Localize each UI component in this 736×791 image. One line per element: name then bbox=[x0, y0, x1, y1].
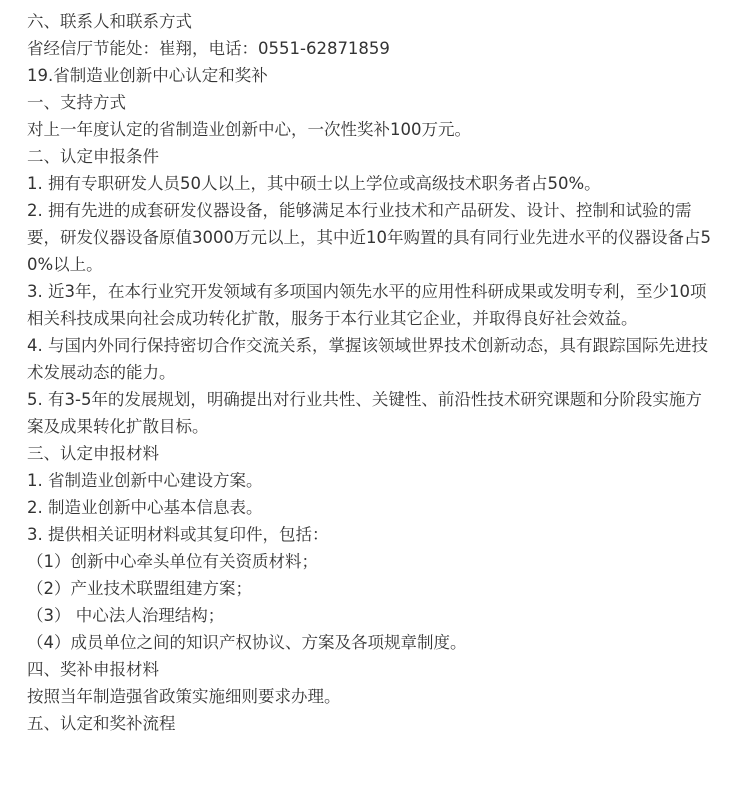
document-body bbox=[27, 8, 717, 737]
support-paragraph: 对上一年度认定的省制造业创新中心，一次性奖补100万元。 bbox=[27, 120, 471, 139]
section-heading-conditions: 二、认定申报条件 bbox=[27, 147, 159, 166]
contact-info-line: 省经信厅节能处：崔翔，电话：0551-62871859 bbox=[27, 39, 390, 58]
condition-item-4: 4. 与国内外同行保持密切合作交流关系，掌握该领域世界技术创新动态，具有跟踪国际先进技术发展动态的能力。 bbox=[27, 336, 708, 382]
material-subitem-4: （4）成员单位之间的知识产权协议、方案及各项规章制度。 bbox=[27, 633, 467, 652]
condition-item-2: 2. 拥有先进的成套研发仪器设备，能够满足本行业技术和产品研发、设计、控制和试验的需要，研发仪器设备原值3000万元以上，其中近10年购置的具有同行业先进水平的仪器设备占50%以上。 bbox=[27, 201, 711, 274]
section-heading-process: 五、认定和奖补流程 bbox=[27, 714, 176, 733]
condition-item-5: 5. 有3-5年的发展规划，明确提出对行业共性、关键性、前沿性技术研究课题和分阶段实施方案及成果转化扩散目标。 bbox=[27, 390, 702, 436]
section-heading-contact: 六、联系人和联系方式 bbox=[27, 12, 192, 31]
material-item-3: 3. 提供相关证明材料或其复印件，包括： bbox=[27, 525, 329, 544]
material-item-1: 1. 省制造业创新中心建设方案。 bbox=[27, 471, 263, 490]
material-subitem-2: （2）产业技术联盟组建方案； bbox=[27, 579, 252, 598]
section-heading-support: 一、支持方式 bbox=[27, 93, 126, 112]
section-heading-materials: 三、认定申报材料 bbox=[27, 444, 159, 463]
award-materials-paragraph: 按照当年制造强省政策实施细则要求办理。 bbox=[27, 687, 341, 706]
section-heading-award-materials: 四、奖补申报材料 bbox=[27, 660, 159, 679]
condition-item-3: 3. 近3年，在本行业究开发领域有多项国内领先水平的应用性科研成果或发明专利，至少10项相关科技成果向社会成功转化扩散，服务于本行业其它企业，并取得良好社会效益。 bbox=[27, 282, 707, 328]
condition-item-1: 1. 拥有专职研发人员50人以上，其中硕士以上学位或高级技术职务者占50%。 bbox=[27, 174, 601, 193]
material-subitem-3: （3） 中心法人治理结构； bbox=[27, 606, 225, 625]
material-item-2: 2. 制造业创新中心基本信息表。 bbox=[27, 498, 263, 517]
material-subitem-1: （1）创新中心牵头单位有关资质材料； bbox=[27, 552, 318, 571]
item-title: 19.省制造业创新中心认定和奖补 bbox=[27, 66, 268, 85]
